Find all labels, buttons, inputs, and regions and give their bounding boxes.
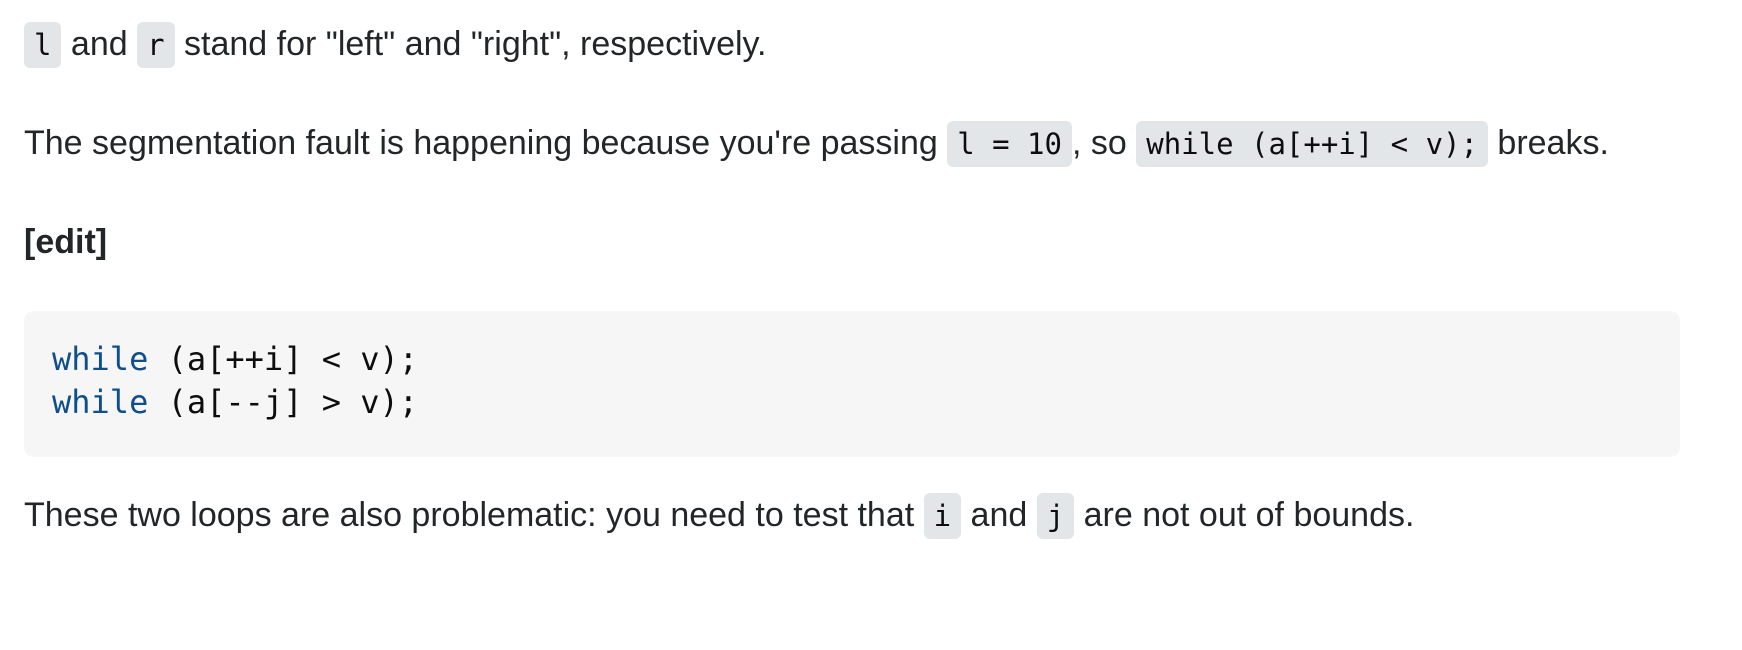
text-breaks: breaks. <box>1487 124 1609 162</box>
text-so: , so <box>1071 124 1137 162</box>
paragraph-bounds <box>24 487 1684 545</box>
text-and-2: and <box>961 496 1037 534</box>
code-line-2-rest: (a[--j] > v); <box>148 383 419 421</box>
code-line-1-rest: (a[++i] < v); <box>148 340 419 378</box>
text-segfault-start: The segmentation fault is happening because you're passing <box>24 124 948 162</box>
text-and: and <box>61 25 138 63</box>
paragraph-left-right <box>24 0 1684 74</box>
inline-code-l-eq-10: l = 10 <box>947 121 1072 167</box>
text-left-right-rest: stand for "left" and "right", respectively. <box>174 25 767 63</box>
inline-code-j: j <box>1037 493 1074 539</box>
text-bounds-start: These two loops are also problematic: you need to test that <box>24 496 924 534</box>
inline-code-l: l <box>24 22 61 68</box>
inline-code-while-loop: while (a[++i] < v); <box>1136 121 1488 167</box>
code-keyword-while-1: while <box>52 340 149 378</box>
paragraph-segfault <box>24 115 1684 173</box>
code-keyword-while-2: while <box>52 383 149 421</box>
text-bounds-end: are not out of bounds. <box>1074 496 1415 534</box>
inline-code-r: r <box>137 22 174 68</box>
edit-heading: [edit] <box>24 223 108 261</box>
inline-code-i: i <box>924 493 961 539</box>
code-block <box>24 311 1680 457</box>
